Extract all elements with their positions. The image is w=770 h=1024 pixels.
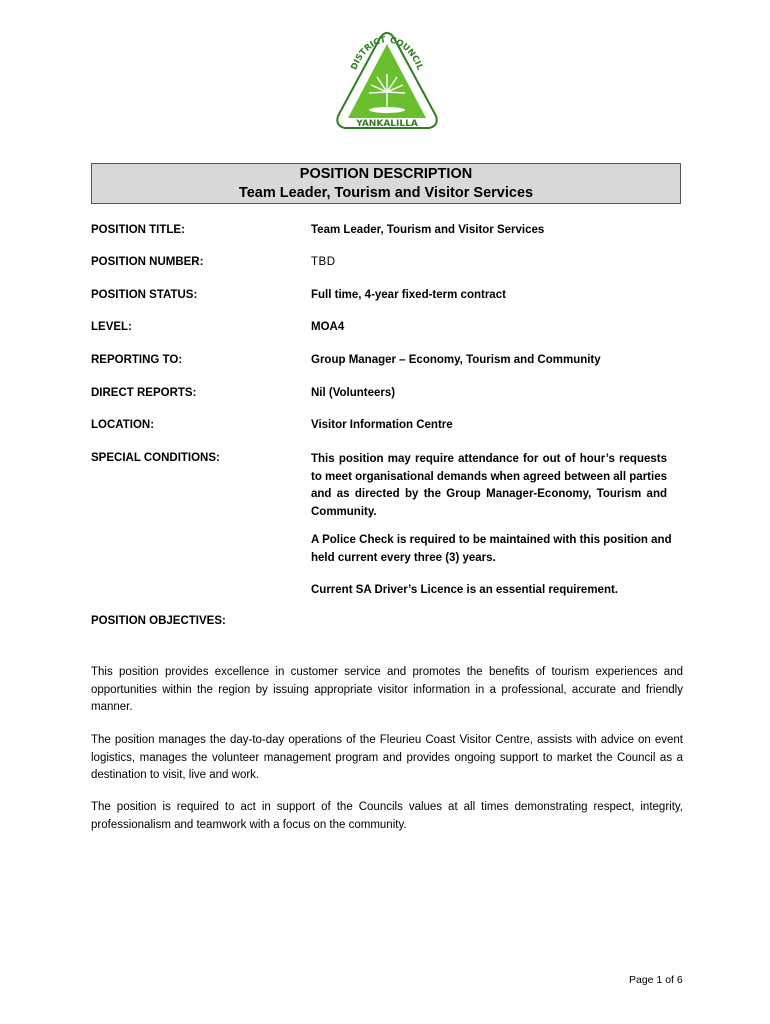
field-label: SPECIAL CONDITIONS: (91, 452, 220, 464)
special-conditions-paragraph: This position may require attendance for out of hour’s requests to meet organisational demands when agreed between all parties and as directed by the Group Manager-Economy, Tourism and Community. (311, 453, 667, 518)
field-value: MOA4 (311, 321, 345, 333)
document-title: POSITION DESCRIPTION (299, 166, 473, 182)
special-conditions-paragraph: Current SA Driver’s Licence is an essential requirement. (311, 584, 618, 596)
field-value: Group Manager – Economy, Tourism and Community (311, 354, 601, 366)
field-label: REPORTING TO: (91, 354, 183, 366)
field-label: POSITION NUMBER: (91, 256, 204, 268)
special-conditions-paragraph: A Police Check is required to be maintained with this position and held current every three (3) years. (311, 534, 672, 564)
logo-text-top: DISTRICT COUNCIL (349, 34, 425, 72)
document-subtitle: Team Leader, Tourism and Visitor Services (238, 185, 534, 201)
field-value: Full time, 4-year fixed-term contract (311, 289, 506, 301)
page-number: Page 1 of 6 (629, 974, 683, 986)
field-label: LEVEL: (91, 321, 132, 333)
field-label: POSITION STATUS: (91, 289, 198, 301)
field-label: DIRECT REPORTS: (91, 387, 197, 399)
council-logo (333, 30, 441, 132)
field-label: LOCATION: (91, 419, 155, 431)
logo-text-bottom: YANKALILLA (356, 119, 418, 129)
field-value: Visitor Information Centre (311, 419, 453, 431)
objectives-paragraph: This position provides excellence in customer service and promotes the benefits of tourism experiences and opportunities within the region by issuing appropriate visitor information in a professional, accurate and friendly manner. (91, 666, 683, 713)
objectives-paragraph: The position is required to act in support of the Councils values at all times demonstrating respect, integrity, professionalism and teamwork with a focus on the community. (91, 801, 683, 831)
field-value: TBD (311, 256, 336, 268)
objectives-paragraph: The position manages the day-to-day operations of the Fleurieu Coast Visitor Centre, assists with advice on event logistics, manages the volunteer management program and provides ongoing support to market the Council as a destination to visit, live and work. (91, 734, 683, 781)
field-value: Team Leader, Tourism and Visitor Services (311, 224, 545, 236)
field-value: Nil (Volunteers) (311, 387, 396, 399)
field-label: POSITION TITLE: (91, 224, 185, 236)
council-logo-icon (333, 30, 441, 132)
field-label: POSITION OBJECTIVES: (91, 615, 226, 627)
title-box (91, 163, 681, 204)
